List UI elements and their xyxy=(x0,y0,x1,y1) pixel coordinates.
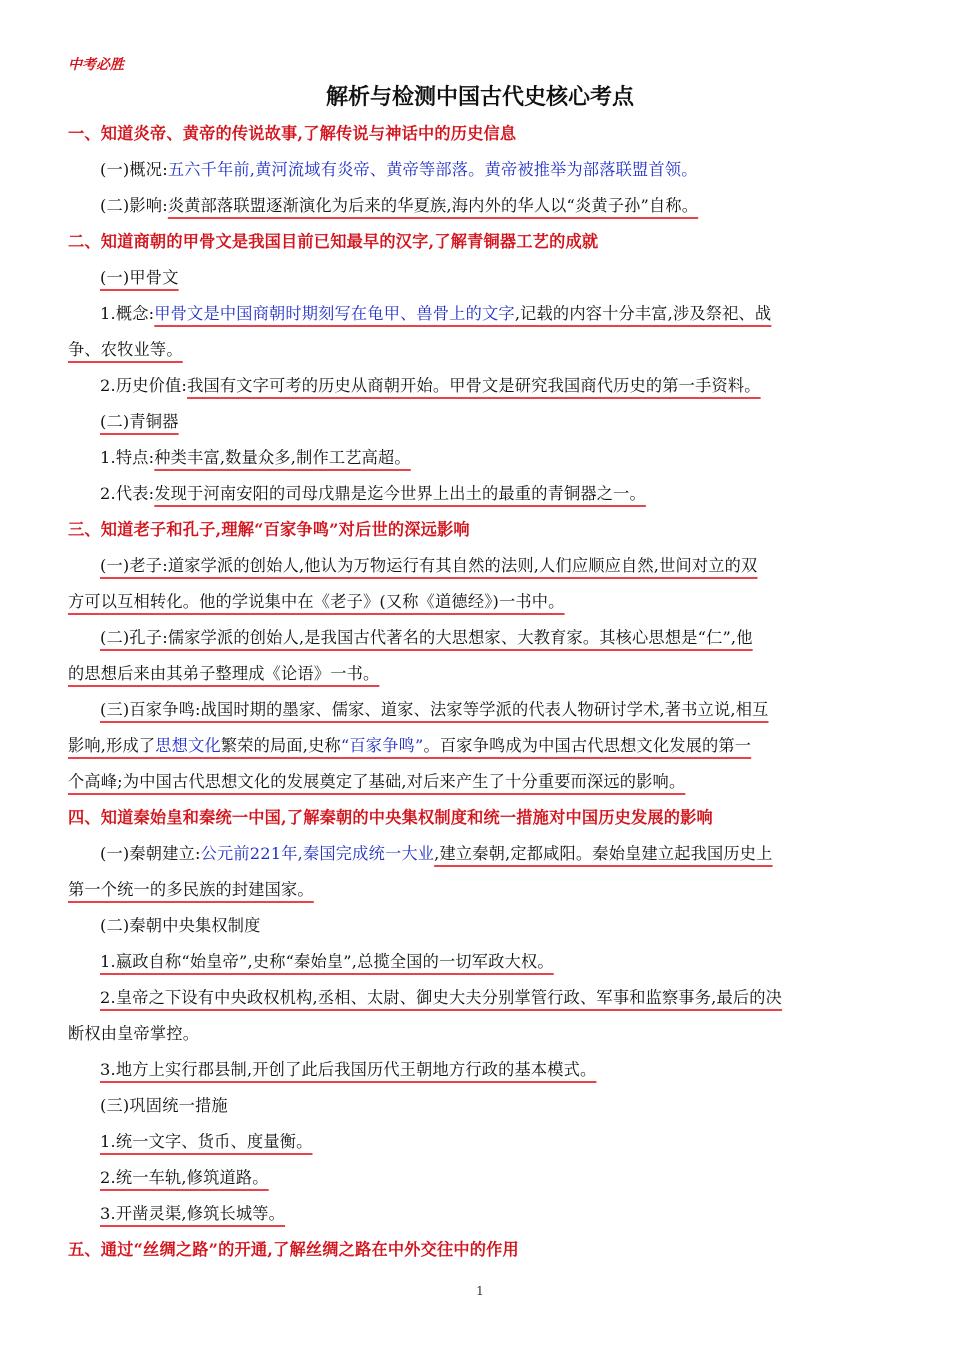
underlined-text: 我国有文字可考的历史从商朝开始。甲骨文是研究我国商代历史的第一手资料。 xyxy=(187,376,761,395)
list-item-lingqu-canal xyxy=(68,1196,872,1232)
paragraph-confucius xyxy=(68,620,872,656)
paragraph-representative xyxy=(68,476,872,512)
subheading-text: (二)青铜器 xyxy=(100,412,179,431)
list-item-unify-script xyxy=(68,1124,872,1160)
underlined-text: 影响,形成了 xyxy=(68,736,156,755)
underlined-text: (三)百家争鸣:战国时期的墨家、儒家、道家、法家等学派的代表人物研讨学术,著书立说,相互 xyxy=(100,700,769,719)
document-body xyxy=(68,116,872,1268)
paragraph-influence xyxy=(68,188,872,224)
section-heading-1: 一、知道炎帝、黄帝的传说故事,了解传说与神话中的历史信息 xyxy=(68,124,517,143)
underlined-text: 发现于河南安阳的司母戊鼎是迄今世界上出土的最重的青铜器之一。 xyxy=(154,484,646,503)
underlined-text: 3.开凿灵渠,修筑长城等。 xyxy=(100,1204,286,1223)
underlined-text: 3.地方上实行郡县制,开创了此后我国历代王朝地方行政的基本模式。 xyxy=(100,1060,597,1079)
paragraph-qin-founding-cont xyxy=(68,872,872,908)
subheading-bronze xyxy=(68,404,872,440)
paragraph-central-offices xyxy=(68,980,872,1016)
paragraph-concept-cont xyxy=(68,332,872,368)
underlined-text: 2.统一车轨,修筑道路。 xyxy=(100,1168,269,1187)
paragraph-hundred-schools xyxy=(68,692,872,728)
underlined-text: 个高峰;为中国古代思想文化的发展奠定了基础,对后来产生了十分重要而深远的影响。 xyxy=(68,772,686,791)
paragraph-features xyxy=(68,440,872,476)
underlined-text: 的思想后来由其弟子整理成《论语》一书。 xyxy=(68,664,380,683)
underlined-text: 繁荣的局面,史称 xyxy=(220,736,341,755)
underlined-text: ,记载的内容十分丰富,涉及祭祀、战 xyxy=(514,304,772,323)
underlined-text: (一)老子:道家学派的创始人,他认为万物运行有其自然的法则,人们应顺应自然,世间对立的双 xyxy=(100,556,758,575)
paragraph-hundred-schools-cont xyxy=(68,728,872,764)
paragraph-confucius-cont xyxy=(68,656,872,692)
label: 1.概念: xyxy=(100,304,155,323)
underlined-text: 。百家争鸣成为中国古代思想文化发展的第一 xyxy=(423,736,752,755)
underlined-text: (二)孔子:儒家学派的创始人,是我国古代著名的大思想家、大教育家。其核心思想是“仁”,他 xyxy=(100,628,753,647)
page-number: 1 xyxy=(476,1284,484,1298)
subheading-oracle-bones xyxy=(68,260,872,296)
paragraph-laozi-cont xyxy=(68,584,872,620)
label: (一)秦朝建立: xyxy=(100,844,201,863)
paragraph-historical-value xyxy=(68,368,872,404)
header-tag: 中考必胜 xyxy=(68,57,124,73)
underlined-text: 1.统一文字、货币、度量衡。 xyxy=(100,1132,313,1151)
section-heading-5: 五、通过“丝绸之路”的开通,了解丝绸之路在中外交往中的作用 xyxy=(68,1240,519,1259)
paragraph-hundred-schools-end xyxy=(68,764,872,800)
list-item-unify-axle xyxy=(68,1160,872,1196)
highlight-text: 公元前221年,秦国完成统一大业 xyxy=(200,844,435,863)
paragraph-qin-founding xyxy=(68,836,872,872)
paragraph-overview xyxy=(68,152,872,188)
underlined-text: 方可以互相转化。他的学说集中在《老子》(又称《道德经》)一书中。 xyxy=(68,592,565,611)
label: 1.特点: xyxy=(100,448,155,467)
subheading-central-system: (二)秦朝中央集权制度 xyxy=(100,916,261,935)
paragraph-concept xyxy=(68,296,872,332)
underlined-text: 炎黄部落联盟逐渐演化为后来的华夏族,海内外的华人以“炎黄子孙”自称。 xyxy=(167,196,699,215)
highlight-text: 思想文化 xyxy=(155,736,221,755)
subheading-text: (一)甲骨文 xyxy=(100,268,179,287)
section-heading-4: 四、知道秦始皇和秦统一中国,了解秦朝的中央集权制度和统一措施对中国历史发展的影响 xyxy=(68,808,713,827)
highlight-text: 甲骨文是中国商朝时期刻写在龟甲、兽骨上的文字 xyxy=(154,304,515,323)
highlight-text: 五六千年前,黄河流域有炎帝、黄帝等部落。黄帝被推举为部落联盟首领。 xyxy=(167,160,698,179)
subheading-unification-measures: (三)巩固统一措施 xyxy=(100,1096,228,1115)
underlined-text: 争、农牧业等。 xyxy=(68,340,183,359)
label: (一)概况: xyxy=(100,160,168,179)
underlined-text: 1.嬴政自称“始皇帝”,史称“秦始皇”,总揽全国的一切军政大权。 xyxy=(100,952,554,971)
page-title: 解析与检测中国古代史核心考点 xyxy=(325,84,634,110)
label: (二)影响: xyxy=(100,196,168,215)
underlined-text: ,建立秦朝,定都咸阳。秦始皇建立起我国历史上 xyxy=(434,844,773,863)
section-heading-3: 三、知道老子和孔子,理解“百家争鸣”对后世的深远影响 xyxy=(68,520,470,539)
underlined-text: 2.皇帝之下设有中央政权机构,丞相、太尉、御史大夫分别掌管行政、军事和监察事务,最后的决 xyxy=(100,988,783,1007)
underlined-text: 种类丰富,数量众多,制作工艺高超。 xyxy=(154,448,411,467)
paragraph-prefecture-county xyxy=(68,1052,872,1088)
paragraph-emperor xyxy=(68,944,872,980)
highlight-text: “百家争鸣” xyxy=(340,736,424,755)
paragraph-laozi xyxy=(68,548,872,584)
section-heading-2: 二、知道商朝的甲骨文是我国目前已知最早的汉字,了解青铜器工艺的成就 xyxy=(68,232,599,251)
label: 2.代表: xyxy=(100,484,155,503)
label: 2.历史价值: xyxy=(100,376,188,395)
underlined-text: 第一个统一的多民族的封建国家。 xyxy=(68,880,314,899)
paragraph-central-offices-cont: 断权由皇帝掌控。 xyxy=(68,1024,200,1043)
